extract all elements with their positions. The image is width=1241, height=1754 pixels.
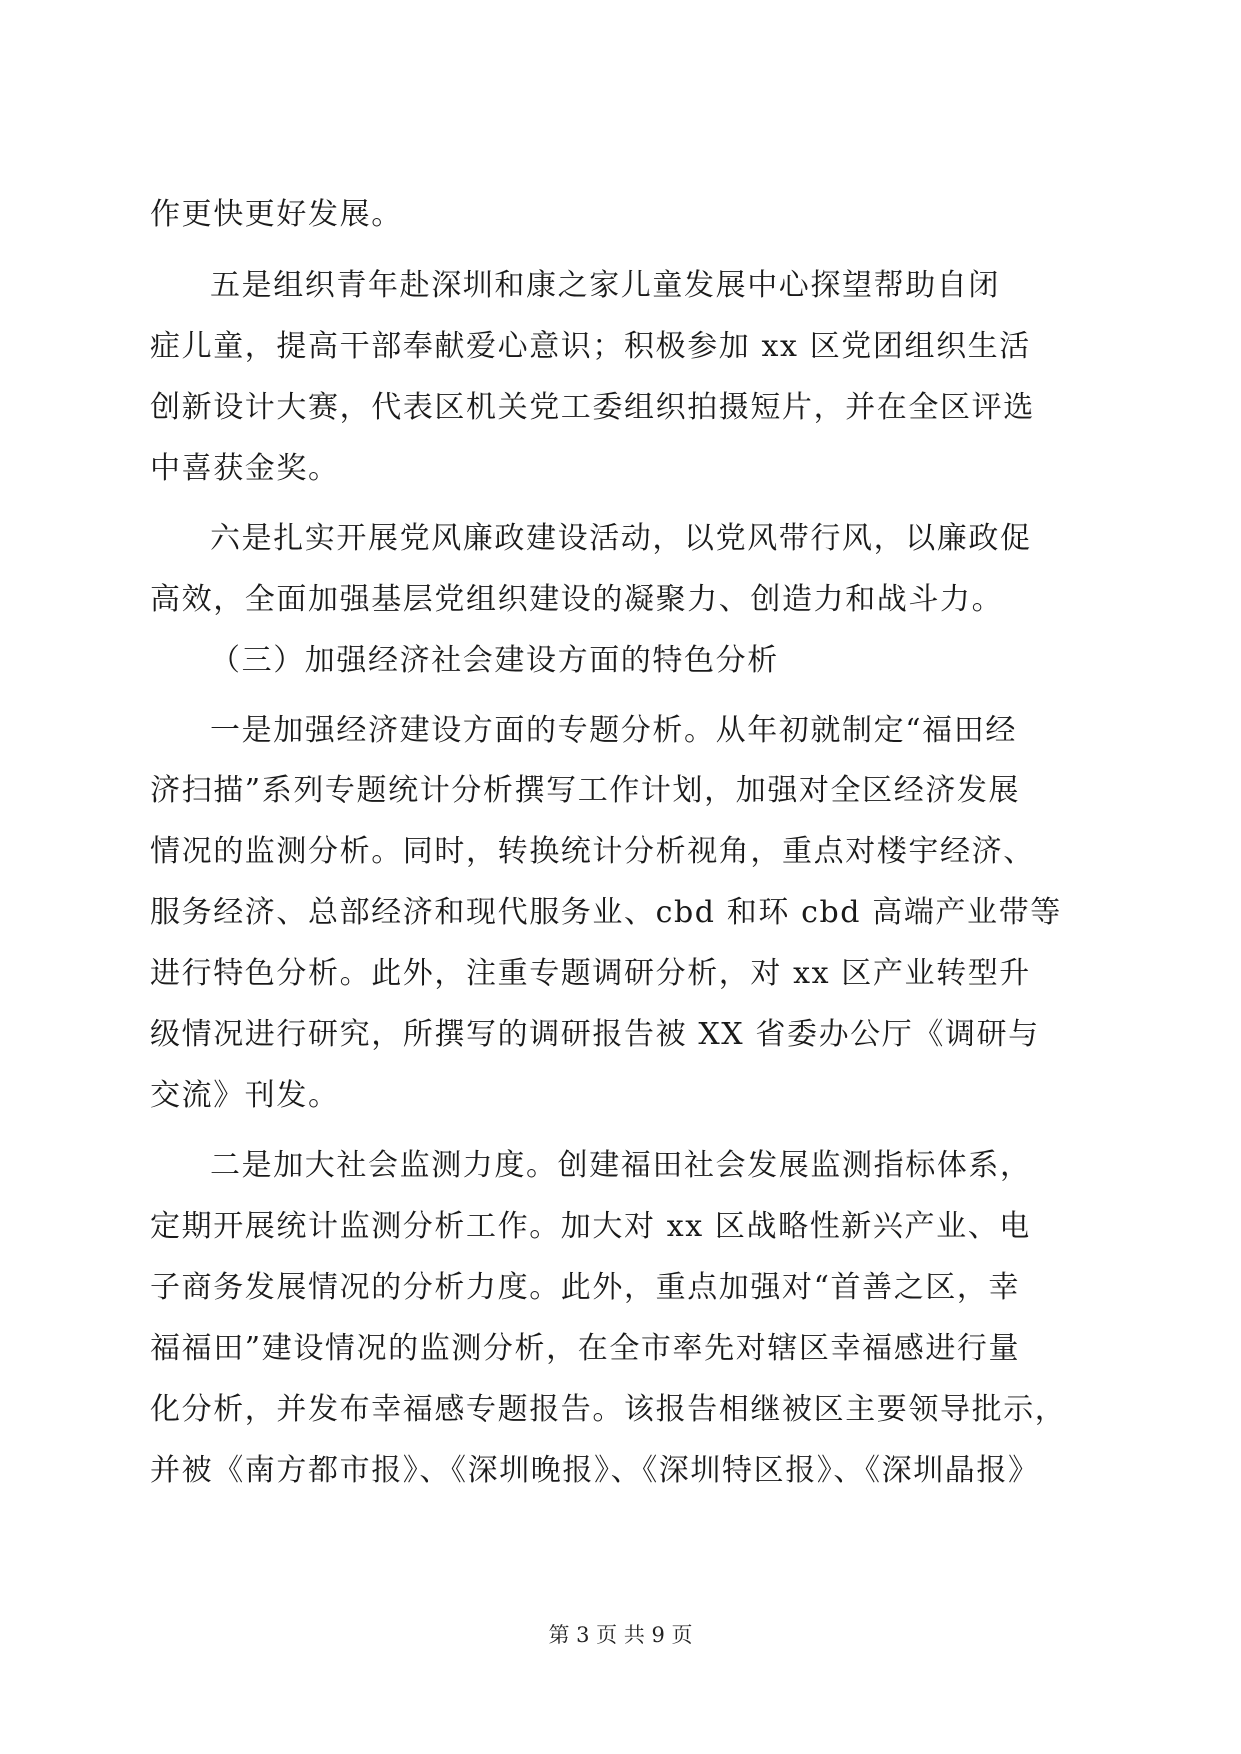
body-line: 化分析，并发布幸福感专题报告。该报告相继被区主要领导批示，: [150, 1392, 1067, 1427]
body-line: 高效，全面加强基层党组织建设的凝聚力、创造力和战斗力。: [150, 582, 1004, 617]
body-line: 情况的监测分析。同时，转换统计分析视角，重点对楼宇经济、: [150, 834, 1035, 869]
paragraph-first-line: 一是加强经济建设方面的专题分析。从年初就制定“福田经: [210, 713, 1017, 748]
body-line: 服务经济、总部经济和现代服务业、cbd 和环 cbd 高端产业带等: [150, 895, 1062, 930]
body-line: 济扫描”系列专题统计分析撰写工作计划，加强对全区经济发展: [150, 773, 1021, 808]
body-line: 症儿童，提高干部奉献爱心意识；积极参加 xx 区党团组织生活: [150, 329, 1031, 364]
body-line: 福福田”建设情况的监测分析，在全市率先对辖区幸福感进行量: [150, 1331, 1021, 1366]
body-line: 定期开展统计监测分析工作。加大对 xx 区战略性新兴产业、电: [150, 1209, 1031, 1244]
body-line: 进行特色分析。此外，注重专题调研分析，对 xx 区产业转型升: [150, 956, 1031, 991]
body-line: 作更快更好发展。: [150, 197, 403, 232]
paragraph-first-line: 二是加大社会监测力度。创建福田社会发展监测指标体系，: [210, 1148, 1032, 1183]
paragraph-first-line: 六是扎实开展党风廉政建设活动，以党风带行风，以廉政促: [210, 521, 1032, 556]
body-line: 中喜获金奖。: [150, 451, 340, 486]
page-number-footer: 第 3 页 共 9 页: [548, 1623, 693, 1647]
paragraph-first-line: 五是组织青年赴深圳和康之家儿童发展中心探望帮助自闭: [210, 268, 1000, 303]
section-heading: （三）加强经济社会建设方面的特色分析: [210, 643, 779, 678]
body-line: 子商务发展情况的分析力度。此外，重点加强对“首善之区，幸: [150, 1270, 1021, 1305]
body-line: 并被《南方都市报》、《深圳晚报》、《深圳特区报》、《深圳晶报》: [150, 1453, 1040, 1488]
body-line: 级情况进行研究，所撰写的调研报告被 XX 省委办公厅《调研与: [150, 1017, 1040, 1052]
body-line: 创新设计大赛，代表区机关党工委组织拍摄短片，并在全区评选: [150, 390, 1035, 425]
body-line: 交流》刊发。: [150, 1078, 340, 1113]
